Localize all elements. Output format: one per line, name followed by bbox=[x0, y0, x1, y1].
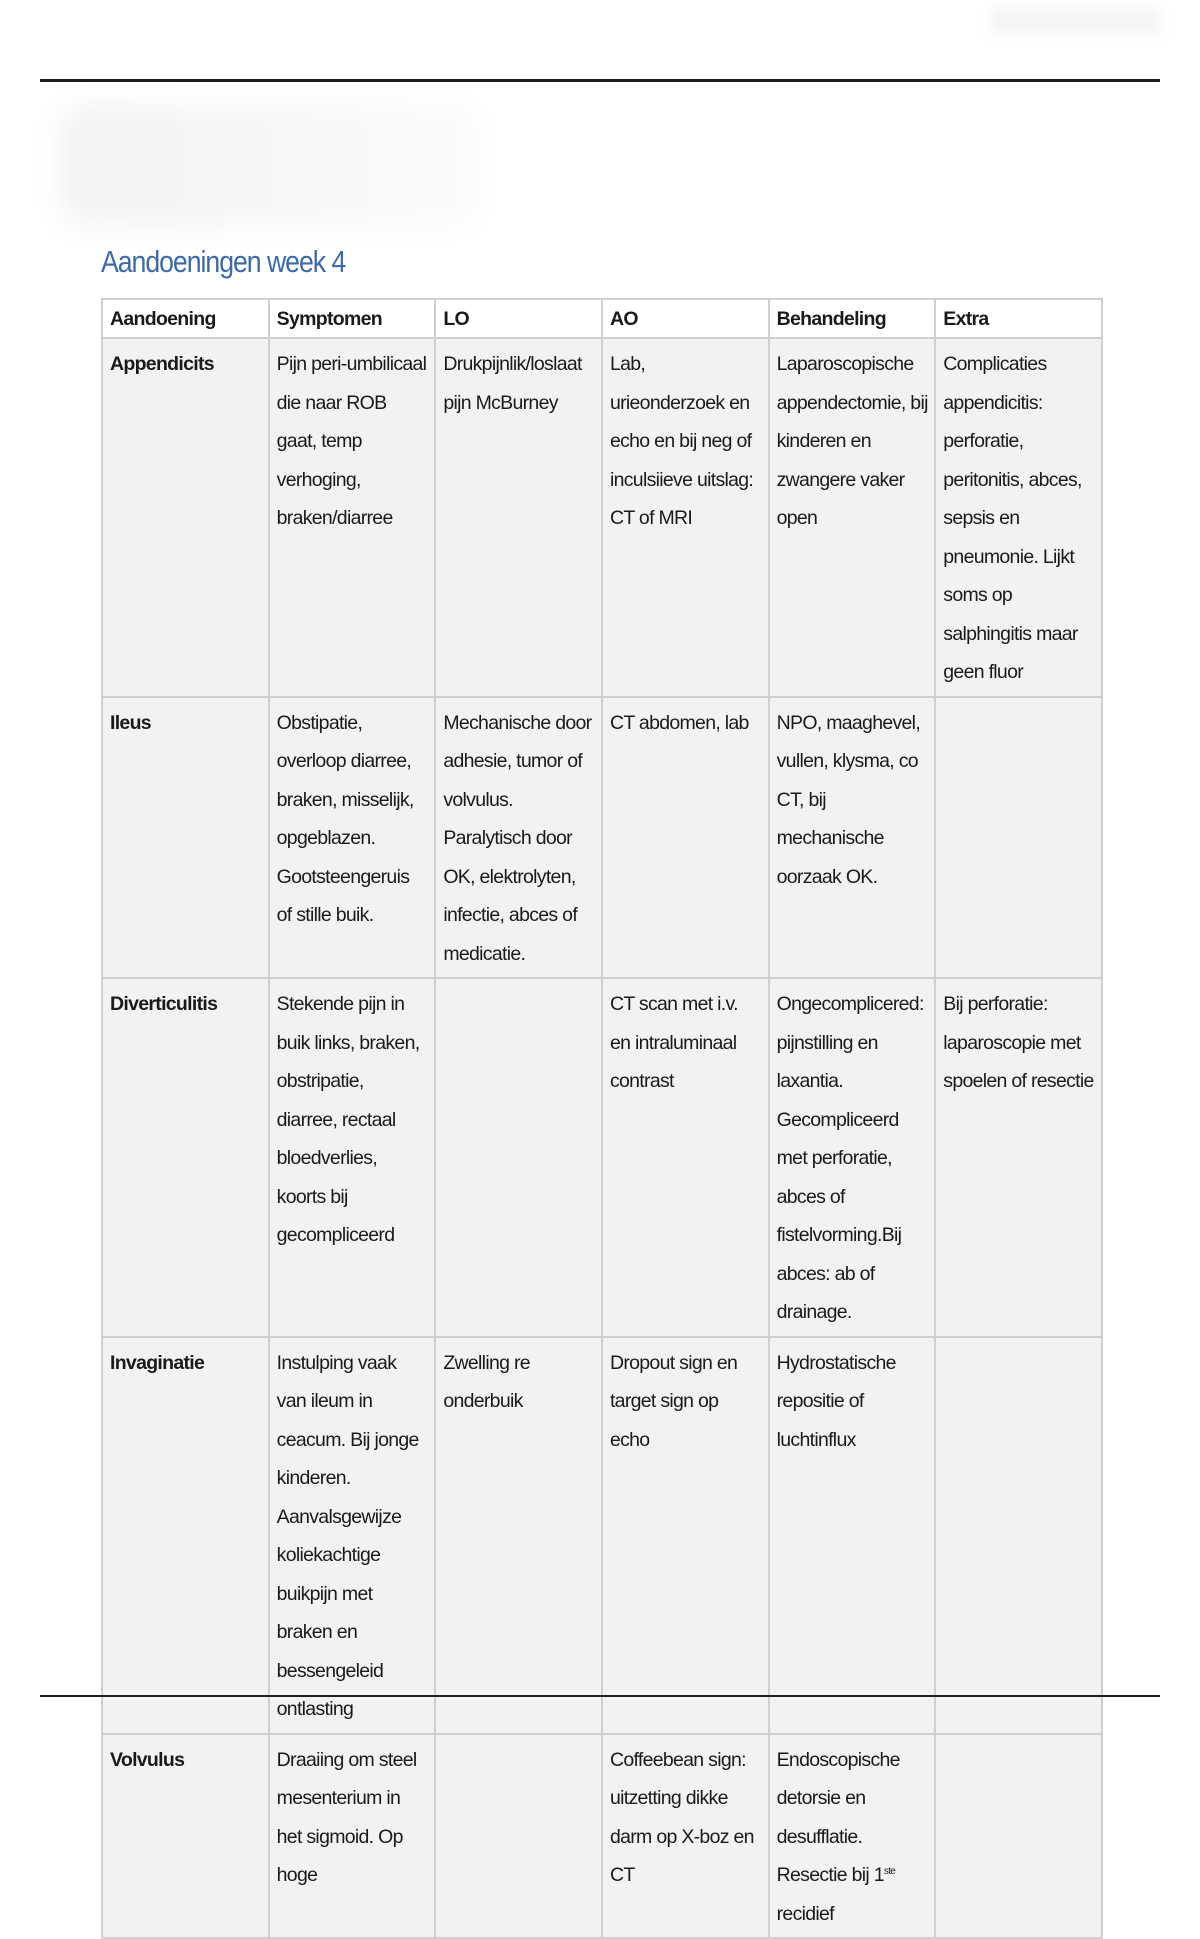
cell-lo: Zwelling re onderbuik bbox=[435, 1337, 602, 1734]
faint-watermark-artifact bbox=[60, 105, 480, 225]
header-aandoening: Aandoening bbox=[102, 299, 269, 338]
superscript-ste: ste bbox=[883, 1866, 896, 1877]
cell-ao: Lab, urieonderzoek en echo en bij neg of inculsiieve uitslag: CT of MRI bbox=[602, 338, 769, 697]
table-row bbox=[102, 1734, 1102, 1939]
cell-ao: Coffeebean sign: uitzetting dikke darm op X-boz en CT bbox=[602, 1734, 769, 1939]
top-rule bbox=[40, 79, 1160, 82]
cell-behandeling: Laparoscopische appendectomie, bij kinderen en zwangere vaker open bbox=[769, 338, 936, 697]
cell-extra bbox=[935, 697, 1102, 979]
header-symptomen: Symptomen bbox=[269, 299, 436, 338]
cell-lo: Mechanische door adhesie, tumor of volvulus. Paralytisch door OK, elektrolyten, infectie, abces of medicatie. bbox=[435, 697, 602, 979]
cell-lo: Drukpijnlik/loslaat pijn McBurney bbox=[435, 338, 602, 697]
table-row bbox=[102, 978, 1102, 1337]
cell-lo bbox=[435, 1734, 602, 1939]
cell-behandeling: Hydrostatische repositie of luchtinflux bbox=[769, 1337, 936, 1734]
cell-ao: CT abdomen, lab bbox=[602, 697, 769, 979]
header-extra: Extra bbox=[935, 299, 1102, 338]
faint-header-artifact bbox=[990, 8, 1160, 34]
conditions-table bbox=[101, 298, 1103, 1939]
behandeling-text-end: recidief bbox=[776, 1902, 834, 1925]
behandeling-text: Endoscopische detorsie en desufflatie. Resectie bij 1 bbox=[776, 1748, 900, 1886]
cell-extra bbox=[935, 1337, 1102, 1734]
cell-symptomen: Pijn peri-umbilicaal die naar ROB gaat, temp verhoging, braken/diarree bbox=[269, 338, 436, 697]
table-row bbox=[102, 1337, 1102, 1734]
header-ao: AO bbox=[602, 299, 769, 338]
cell-symptomen: Obstipatie, overloop diarree, braken, misselijk, opgeblazen. Gootsteengeruis of stille buik. bbox=[269, 697, 436, 979]
cell-aandoening: Invaginatie bbox=[102, 1337, 269, 1734]
cell-behandeling: NPO, maaghevel, vullen, klysma, co CT, bij mechanische oorzaak OK. bbox=[769, 697, 936, 979]
cell-symptomen: Draaiing om steel mesenterium in het sigmoid. Op hoge bbox=[269, 1734, 436, 1939]
cell-extra: Complicaties appendicitis: perforatie, peritonitis, abces, sepsis en pneumonie. Lijkt soms op salphingitis maar geen fluor bbox=[935, 338, 1102, 697]
cell-aandoening: Appendicits bbox=[102, 338, 269, 697]
cell-extra bbox=[935, 1734, 1102, 1939]
cell-aandoening: Ileus bbox=[102, 697, 269, 979]
cell-ao: CT scan met i.v. en intraluminaal contrast bbox=[602, 978, 769, 1337]
cell-extra: Bij perforatie: laparoscopie met spoelen of resectie bbox=[935, 978, 1102, 1337]
table-row bbox=[102, 697, 1102, 979]
cell-aandoening: Diverticulitis bbox=[102, 978, 269, 1337]
cell-aandoening: Volvulus bbox=[102, 1734, 269, 1939]
header-behandeling: Behandeling bbox=[769, 299, 936, 338]
cell-lo bbox=[435, 978, 602, 1337]
section-heading: Aandoeningen week 4 bbox=[101, 244, 346, 279]
table-row bbox=[102, 338, 1102, 697]
cell-behandeling bbox=[769, 1734, 936, 1939]
table-header-row bbox=[102, 299, 1102, 338]
cell-behandeling: Ongecomplicered: pijnstilling en laxantia. Gecompliceerd met perforatie, abces of fistelvorming.Bij abces: ab of drainage. bbox=[769, 978, 936, 1337]
cell-symptomen: Instulping vaak van ileum in ceacum. Bij jonge kinderen. Aanvalsgewijze koliekachtige buikpijn met braken en bessengeleid ontlasting bbox=[269, 1337, 436, 1734]
cell-ao: Dropout sign en target sign op echo bbox=[602, 1337, 769, 1734]
header-lo: LO bbox=[435, 299, 602, 338]
bottom-rule bbox=[40, 1695, 1160, 1697]
cell-symptomen: Stekende pijn in buik links, braken, obstripatie, diarree, rectaal bloedverlies, koorts bij gecompliceerd bbox=[269, 978, 436, 1337]
